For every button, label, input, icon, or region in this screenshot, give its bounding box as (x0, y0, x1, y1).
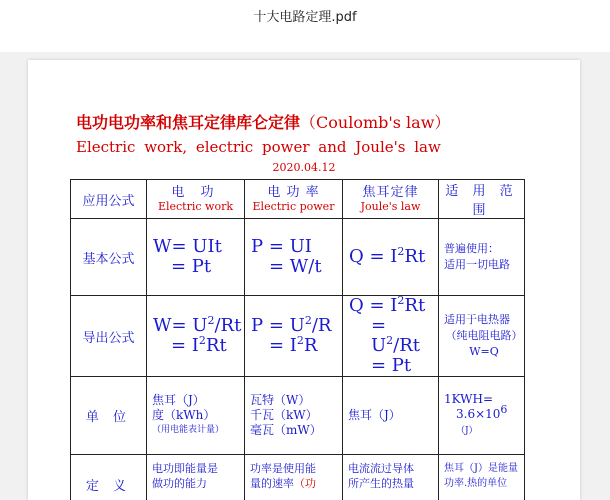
row-basic-label: 基本公式 (71, 219, 147, 296)
file-title: 十大电路定理.pdf (0, 6, 610, 25)
document-date: 2020.04.12 (28, 161, 580, 174)
unit-scope-note: 1KWH= $3.6\times 10^6(J)$ (439, 377, 525, 455)
table-header-row (71, 180, 525, 219)
basic-work-formula: W= UIt = Pt (147, 219, 245, 296)
unit-power: 瓦特（W） 千瓦（kW） 毫瓦（mW） (245, 377, 343, 455)
table-row-derived (71, 296, 525, 377)
row-definition-label: 定 义 (71, 455, 147, 500)
definition-power: 功率是使用能 量的速率（功 (245, 455, 343, 500)
header-power-en: Electric power (245, 200, 342, 213)
document-subtitle: Electric work, electric power and Joule's law (76, 138, 441, 156)
definition-work: 电功即能量是 做功的能力 (147, 455, 245, 500)
document-title (76, 110, 450, 133)
basic-scope-note: 普遍使用： 适用一切电路 (439, 219, 525, 296)
table-row-basic (71, 219, 525, 296)
viewer-toolbar (0, 0, 610, 52)
header-work-en: Electric work (147, 200, 244, 213)
header-work-cn: 电 功 (147, 186, 244, 200)
table-row-definition (71, 455, 525, 500)
document-title-en: （Coulomb's law） (300, 113, 450, 132)
row-unit-label: 单 位 (71, 377, 147, 455)
header-joule (343, 180, 439, 219)
document-title-cn: 电功电功率和焦耳定律库仑定律 (76, 113, 300, 132)
header-label: 应用公式 (71, 180, 147, 219)
header-scope: 适 用 范 围 (439, 180, 525, 219)
derived-scope-note: 适用于电热器 （纯电阻电路） W=Q (439, 296, 525, 377)
unit-work: 焦耳（J） 度（kWh） （用电能表计量） (147, 377, 245, 455)
pdf-page (28, 60, 580, 500)
header-power (245, 180, 343, 219)
derived-power-formula: $P = U^2/R$ = $I^2R$ (245, 296, 343, 377)
basic-power-formula: P = UI = W/t (245, 219, 343, 296)
header-joule-cn: 焦耳定律 (343, 186, 438, 200)
derived-joule-formula: $Q = I^2Rt$ = $U^2/Rt$ = Pt (343, 296, 439, 377)
row-derived-label: 导出公式 (71, 296, 147, 377)
derived-work-formula: $W= U^2/Rt$ = $I^2Rt$ (147, 296, 245, 377)
basic-joule-formula: $Q = I^2Rt$ (343, 219, 439, 296)
header-power-cn: 电 功 率 (245, 186, 342, 200)
header-work (147, 180, 245, 219)
formula-table (70, 179, 525, 500)
unit-joule: 焦耳（J） (343, 377, 439, 455)
definition-joule: 电流流过导体 所产生的热量 (343, 455, 439, 500)
table-row-unit (71, 377, 525, 455)
header-joule-en: Joule's law (343, 200, 438, 213)
definition-scope: 焦耳（J）是能量 功率.热的单位 (439, 455, 525, 500)
